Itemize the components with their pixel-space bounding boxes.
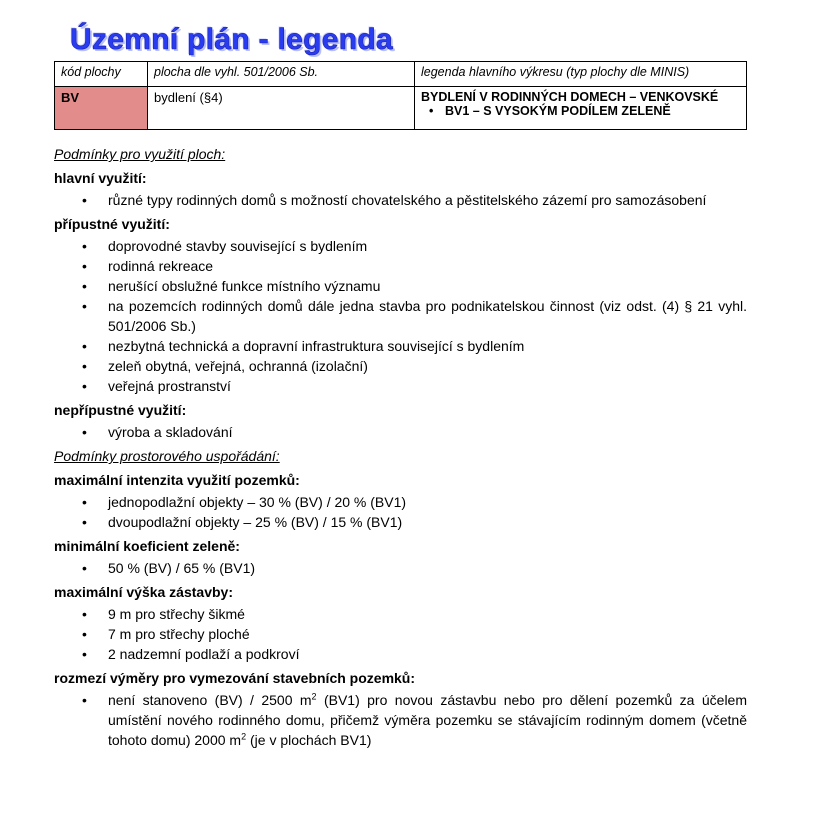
list-item: • 2 nadzemní podlaží a podkroví (54, 644, 747, 664)
max-height-list (54, 604, 747, 664)
list-item: • doprovodné stavby související s bydlením (54, 236, 747, 256)
list-item: • 7 m pro střechy ploché (54, 624, 747, 644)
table-header-row (55, 62, 747, 87)
superscript: 2 (241, 731, 247, 742)
max-height-heading: maximální výška zástavby: (54, 584, 233, 600)
section-spatial-heading: Podmínky prostorového uspořádání: (54, 448, 280, 464)
plot-area-heading: rozmezí výměry pro vymezování stavebních pozemků: (54, 670, 416, 686)
plot-area-text-1: není stanoveno (BV) / 2500 m (108, 692, 312, 708)
main-use-heading: hlavní využití: (54, 170, 147, 186)
list-item: • různé typy rodinných domů s možností chovatelského a pěstitelského zázemí pro samozásobení (54, 190, 747, 210)
list-item: • 9 m pro střechy šikmé (54, 604, 747, 624)
header-legend: legenda hlavního výkresu (typ plochy dle MINIS) (415, 62, 747, 87)
list-item: • nezbytná technická a dopravní infrastruktura související s bydlením (54, 336, 747, 356)
list-item: • zeleň obytná, veřejná, ochranná (izolační) (54, 356, 747, 376)
table-row (55, 87, 747, 130)
list-item: • nerušící obslužné funkce místního významu (54, 276, 747, 296)
list-item: • 50 % (BV) / 65 % (BV1) (54, 558, 747, 578)
plot-area-text-2: (BV1) pro novou zástavbu nebo pro dělení pozemků za účelem umístění nového rodinného domu, přičemž výměra pozemku se stávajícím rodinným domem (včetně tohoto domu) 2000 m (108, 692, 747, 748)
list-item: • veřejná prostranství (54, 376, 747, 396)
legend-sub: • BV1 – S VYSOKÝM PODÍLEM ZELENĚ (421, 104, 740, 118)
allowed-use-heading: přípustné využití: (54, 216, 170, 232)
plocha-cell: bydlení (§4) (148, 87, 415, 130)
code-cell: BV (55, 87, 148, 130)
green-coefficient-list (54, 558, 747, 578)
page-title: Územní plán - legenda (70, 23, 394, 56)
allowed-use-list (54, 236, 747, 396)
section-use-heading: Podmínky pro využití ploch: (54, 146, 226, 162)
plot-area-list (54, 690, 747, 750)
intensity-heading: maximální intenzita využití pozemků: (54, 472, 300, 488)
main-use-list (54, 190, 747, 210)
list-item: • výroba a skladování (54, 422, 747, 442)
header-plocha: plocha dle vyhl. 501/2006 Sb. (148, 62, 415, 87)
intensity-list (54, 492, 747, 532)
list-item: • rodinná rekreace (54, 256, 747, 276)
plot-area-text-3: (je v plochách BV1) (246, 732, 372, 748)
legend-table (54, 61, 747, 130)
forbidden-use-list (54, 422, 747, 442)
legend-cell (415, 87, 747, 130)
list-item (54, 690, 747, 750)
list-item: • dvoupodlažní objekty – 25 % (BV) / 15 % (BV1) (54, 512, 747, 532)
list-item: • jednopodlažní objekty – 30 % (BV) / 20 % (BV1) (54, 492, 747, 512)
green-coefficient-heading: minimální koeficient zeleně: (54, 538, 240, 554)
forbidden-use-heading: nepřípustné využití: (54, 402, 187, 418)
document-body (54, 144, 747, 754)
legend-main: BYDLENÍ V RODINNÝCH DOMECH – VENKOVSKÉ (421, 90, 719, 104)
header-code: kód plochy (55, 62, 148, 87)
list-item: • na pozemcích rodinných domů dále jedna stavba pro podnikatelskou činnost (viz odst. (4) § 21 vyhl. 501/2006 Sb.) (54, 296, 747, 336)
superscript: 2 (311, 691, 317, 702)
